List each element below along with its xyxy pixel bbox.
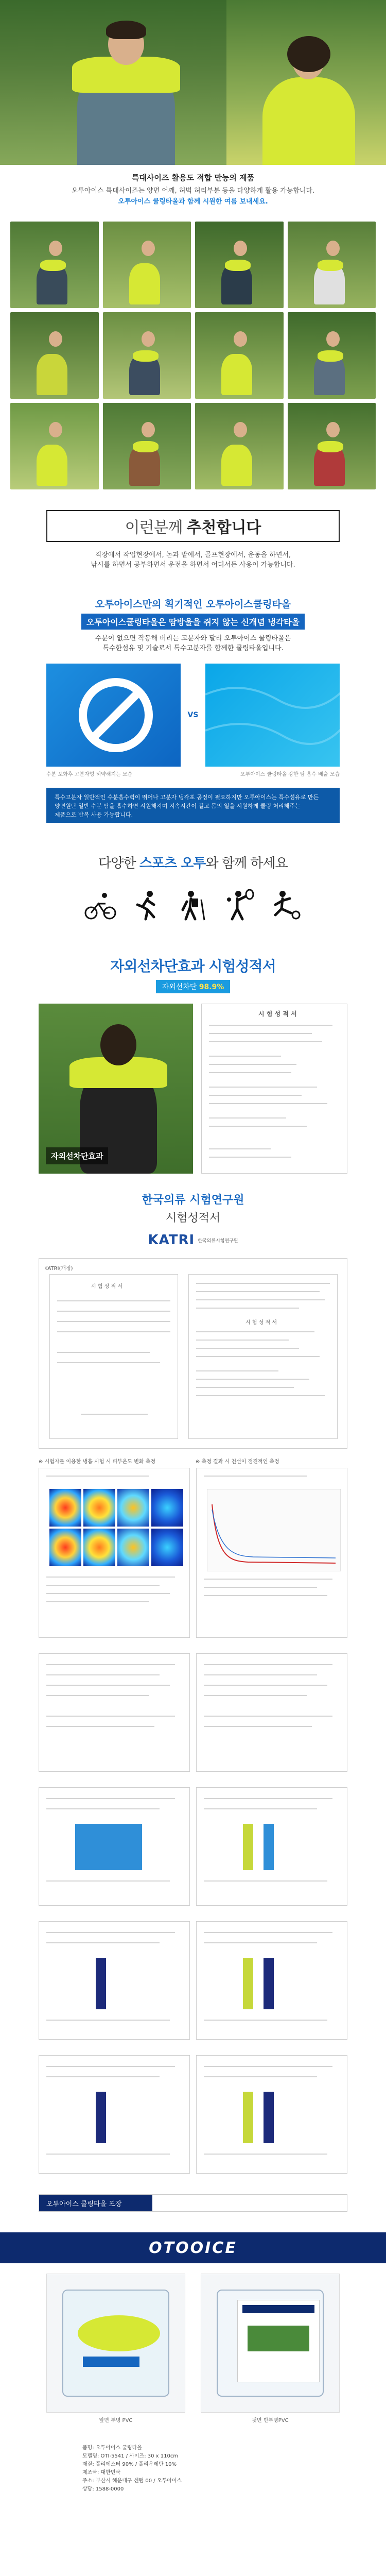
- packaging-header: [39, 2194, 347, 2212]
- sports-suffix: 와 함께 하세요: [205, 856, 288, 871]
- unique-explanation-bar: [46, 788, 340, 823]
- recommend-description: [0, 550, 386, 581]
- packaging-logo-box: [152, 2195, 347, 2211]
- info-line: 주소: 부산시 해운대구 센텀 00 / 오투아이스: [82, 2478, 182, 2484]
- hero-photos: [0, 0, 386, 165]
- usage-photo: [288, 312, 376, 399]
- report-page: [196, 2055, 347, 2174]
- fabric-strip-image: [243, 1958, 253, 2009]
- report-left-title: 시 험 성 적 서: [91, 1284, 123, 1290]
- info-line: 모델명: OTI-5541 / 사이즈: 30 x 110cm: [82, 2453, 179, 2459]
- katri-logo: [0, 1232, 386, 1248]
- info-line: 품명: 오투아이스 쿨링타올: [82, 2445, 142, 2451]
- usage-photo: [10, 312, 99, 399]
- unique-headline: 오투아이스만의 획기적인 오투아이스쿨링타올: [95, 599, 291, 610]
- katri-section: [0, 1191, 386, 1248]
- uv-photo: [39, 1004, 193, 1174]
- katri-logo-sub: 한국의류시험연구원: [198, 1238, 238, 1244]
- package-front-caption: 앞면 투명 PVC: [99, 2418, 133, 2424]
- prohibited-icon: [46, 664, 181, 767]
- usage-photo: [10, 403, 99, 489]
- uv-sub-value: 98.9%: [199, 983, 224, 991]
- graph-report: [196, 1468, 347, 1638]
- caption-thermal: ※ 시험자를 이용한 냉흡 시험 시 피부온도 변화 측정: [39, 1459, 156, 1465]
- packaging-photos: [46, 2274, 340, 2413]
- intro-line2: 오투아이스 특대사이즈는 양면 어깨, 허벅 허리부분 등을 다양하게 활용 가능합니다.: [71, 187, 315, 195]
- report-page: [39, 1653, 190, 1772]
- unique-highlight: 오투아이스쿨링타올은 땀방울을 쥐지 않는 신개념 냉각타올: [81, 614, 305, 630]
- report-pages-row1: [39, 1653, 347, 1772]
- report-page: [196, 1653, 347, 1772]
- hiking-icon: [177, 889, 209, 922]
- usage-photo: [103, 403, 191, 489]
- report-pages-row3: [39, 1921, 347, 2040]
- sports-highlight: 스포츠 오투: [139, 856, 206, 871]
- hero-photo-man: [0, 0, 226, 165]
- unique-body: [0, 634, 386, 653]
- hero-photo-woman: [226, 0, 386, 165]
- fabric-strip-image: [243, 2092, 253, 2143]
- sports-prefix: 다양한: [98, 856, 136, 871]
- usage-photo: [288, 222, 376, 308]
- katri-report-scan: [39, 1258, 347, 1449]
- thermal-images: [49, 1489, 183, 1566]
- unique-section: [0, 597, 386, 653]
- test-captions: [39, 1457, 347, 1465]
- intro-line3: 오투아이스 쿨링타올과 함께 시원한 여름 보내세요.: [118, 198, 268, 206]
- usage-photo: [195, 312, 284, 399]
- temperature-graph: [207, 1489, 341, 1571]
- cycling-icon: [84, 889, 117, 922]
- brand-banner: [0, 2232, 386, 2263]
- product-info: [82, 2444, 304, 2494]
- comparison-captions: [46, 770, 340, 777]
- report-pages-row2: [39, 1787, 347, 1906]
- report-page: [196, 1921, 347, 2040]
- usage-photo: [10, 222, 99, 308]
- usage-photo: [103, 312, 191, 399]
- report-page: [196, 1787, 347, 1906]
- info-line: 재질: 폴리에스터 90% / 폴리우레탄 10%: [82, 2462, 177, 2467]
- info-line: 제조국: 대한민국: [82, 2470, 121, 2476]
- recommend-title-bold: 추천합니다: [186, 519, 261, 537]
- sports-title: [0, 853, 386, 872]
- uv-evidence: [39, 1004, 347, 1174]
- usage-photo: [103, 222, 191, 308]
- uv-doc-title: 시 험 성 적 서: [258, 1010, 297, 1018]
- report-page: [39, 1921, 190, 2040]
- blue-line3: 제품으로 반복 사용 가능합니다.: [55, 811, 133, 818]
- blue-line2: 양면원단 일반 수분 땀을 흡수하면 시원해지며 지속시간이 길고 몸의 열을 시원하게 쿨링 처리해주는: [55, 803, 301, 809]
- katri-line1: 한국의류 시험연구원: [142, 1194, 244, 1207]
- recommend-title-box: [46, 510, 340, 542]
- otoice-fabric-photo: [205, 664, 340, 767]
- report-page: [39, 2055, 190, 2174]
- uv-test-report: [201, 1004, 347, 1174]
- report-page-left: [49, 1274, 178, 1439]
- usage-photo: [195, 403, 284, 489]
- fabric-sample-image: [75, 1824, 142, 1870]
- fabric-strip-image: [96, 2092, 106, 2143]
- unique-body-line2: 특수한섬유 및 기술로서 특수고분자를 함께한 쿨링타올입니다.: [102, 645, 284, 652]
- fabric-strip-image: [264, 1824, 274, 1870]
- tennis-icon: [223, 889, 256, 922]
- caption-left: 수분 포화후 고분자형 허약해지는 모습: [46, 772, 133, 777]
- package-front-photo: [46, 2274, 185, 2413]
- report-page-right: [188, 1274, 338, 1439]
- fabric-texture: [205, 664, 340, 767]
- intro-line1: 특대사이즈 활용도 적합 만능의 제품: [131, 173, 255, 182]
- uv-subtitle: [0, 980, 386, 993]
- recommend-title-light: 이런분께: [125, 519, 183, 537]
- package-back-photo: [201, 2274, 340, 2413]
- uv-sub-prefix: 자외선차단: [162, 983, 199, 991]
- uv-title: 자외선차단효과 시험성적서: [110, 958, 276, 975]
- recommend-desc-line2: 낚시를 하면서 공부하면서 운전을 하면서 어디서든 사용이 가능합니다.: [91, 561, 295, 569]
- sports-icons: [0, 889, 386, 926]
- katri-tab: KATRI(개정): [44, 1266, 73, 1272]
- intro-text: [0, 165, 386, 216]
- fabric-strip-image: [243, 1824, 253, 1870]
- running-icon: [130, 889, 163, 922]
- caption-graph: ※ 측정 결과 시 천선이 점진적인 측정: [196, 1459, 279, 1465]
- competitor-fabric-photo: [46, 664, 181, 767]
- usage-photo: [288, 403, 376, 489]
- packaging-captions: [46, 2416, 340, 2424]
- brand-logo: OTOOICE: [149, 2239, 237, 2257]
- thermal-report: [39, 1468, 190, 1638]
- recommend-desc-line1: 직장에서 작업현장에서, 논과 밭에서, 골프현장에서, 운동을 하면서,: [95, 551, 291, 559]
- katri-line2: 시험성적서: [165, 1212, 221, 1225]
- packaging-label: 오투아이스 쿨링타올 포장: [39, 2195, 152, 2211]
- usage-photo: [195, 222, 284, 308]
- report-page: [39, 1787, 190, 1906]
- uv-photo-label: 자외선차단효과: [46, 1147, 108, 1164]
- fabric-strip-image: [264, 1958, 274, 2009]
- info-line: 상담: 1588-0000: [82, 2486, 124, 2492]
- thermal-and-graph-docs: [39, 1468, 347, 1638]
- blue-line1: 특수고분자 일반적인 수분흡수력이 뛰어나 고분자 냉각포 공정이 필요하지만 오투아이스는 특수섬유로 만든: [55, 794, 319, 801]
- package-back-caption: 뒷면 반투명PVC: [252, 2418, 289, 2424]
- unique-body-line1: 수분이 없으면 작동해 버리는 고분자와 달리 오투아이스 쿨링타올은: [95, 635, 291, 642]
- vs-label: VS: [187, 711, 199, 719]
- usage-photo-grid: [0, 216, 386, 495]
- katri-logo-mark: KATRI: [148, 1232, 195, 1248]
- report-pages-row4: [39, 2055, 347, 2174]
- fabric-comparison: [46, 664, 340, 767]
- fabric-strip-image: [264, 2092, 274, 2143]
- soccer-icon: [269, 889, 302, 922]
- report-right-title: 시 험 성 적 서: [245, 1320, 277, 1326]
- fabric-strip-image: [96, 1958, 106, 2009]
- caption-right: 오투아이스 쿨링타올 강한 땀 흡수 배출 모습: [240, 772, 340, 777]
